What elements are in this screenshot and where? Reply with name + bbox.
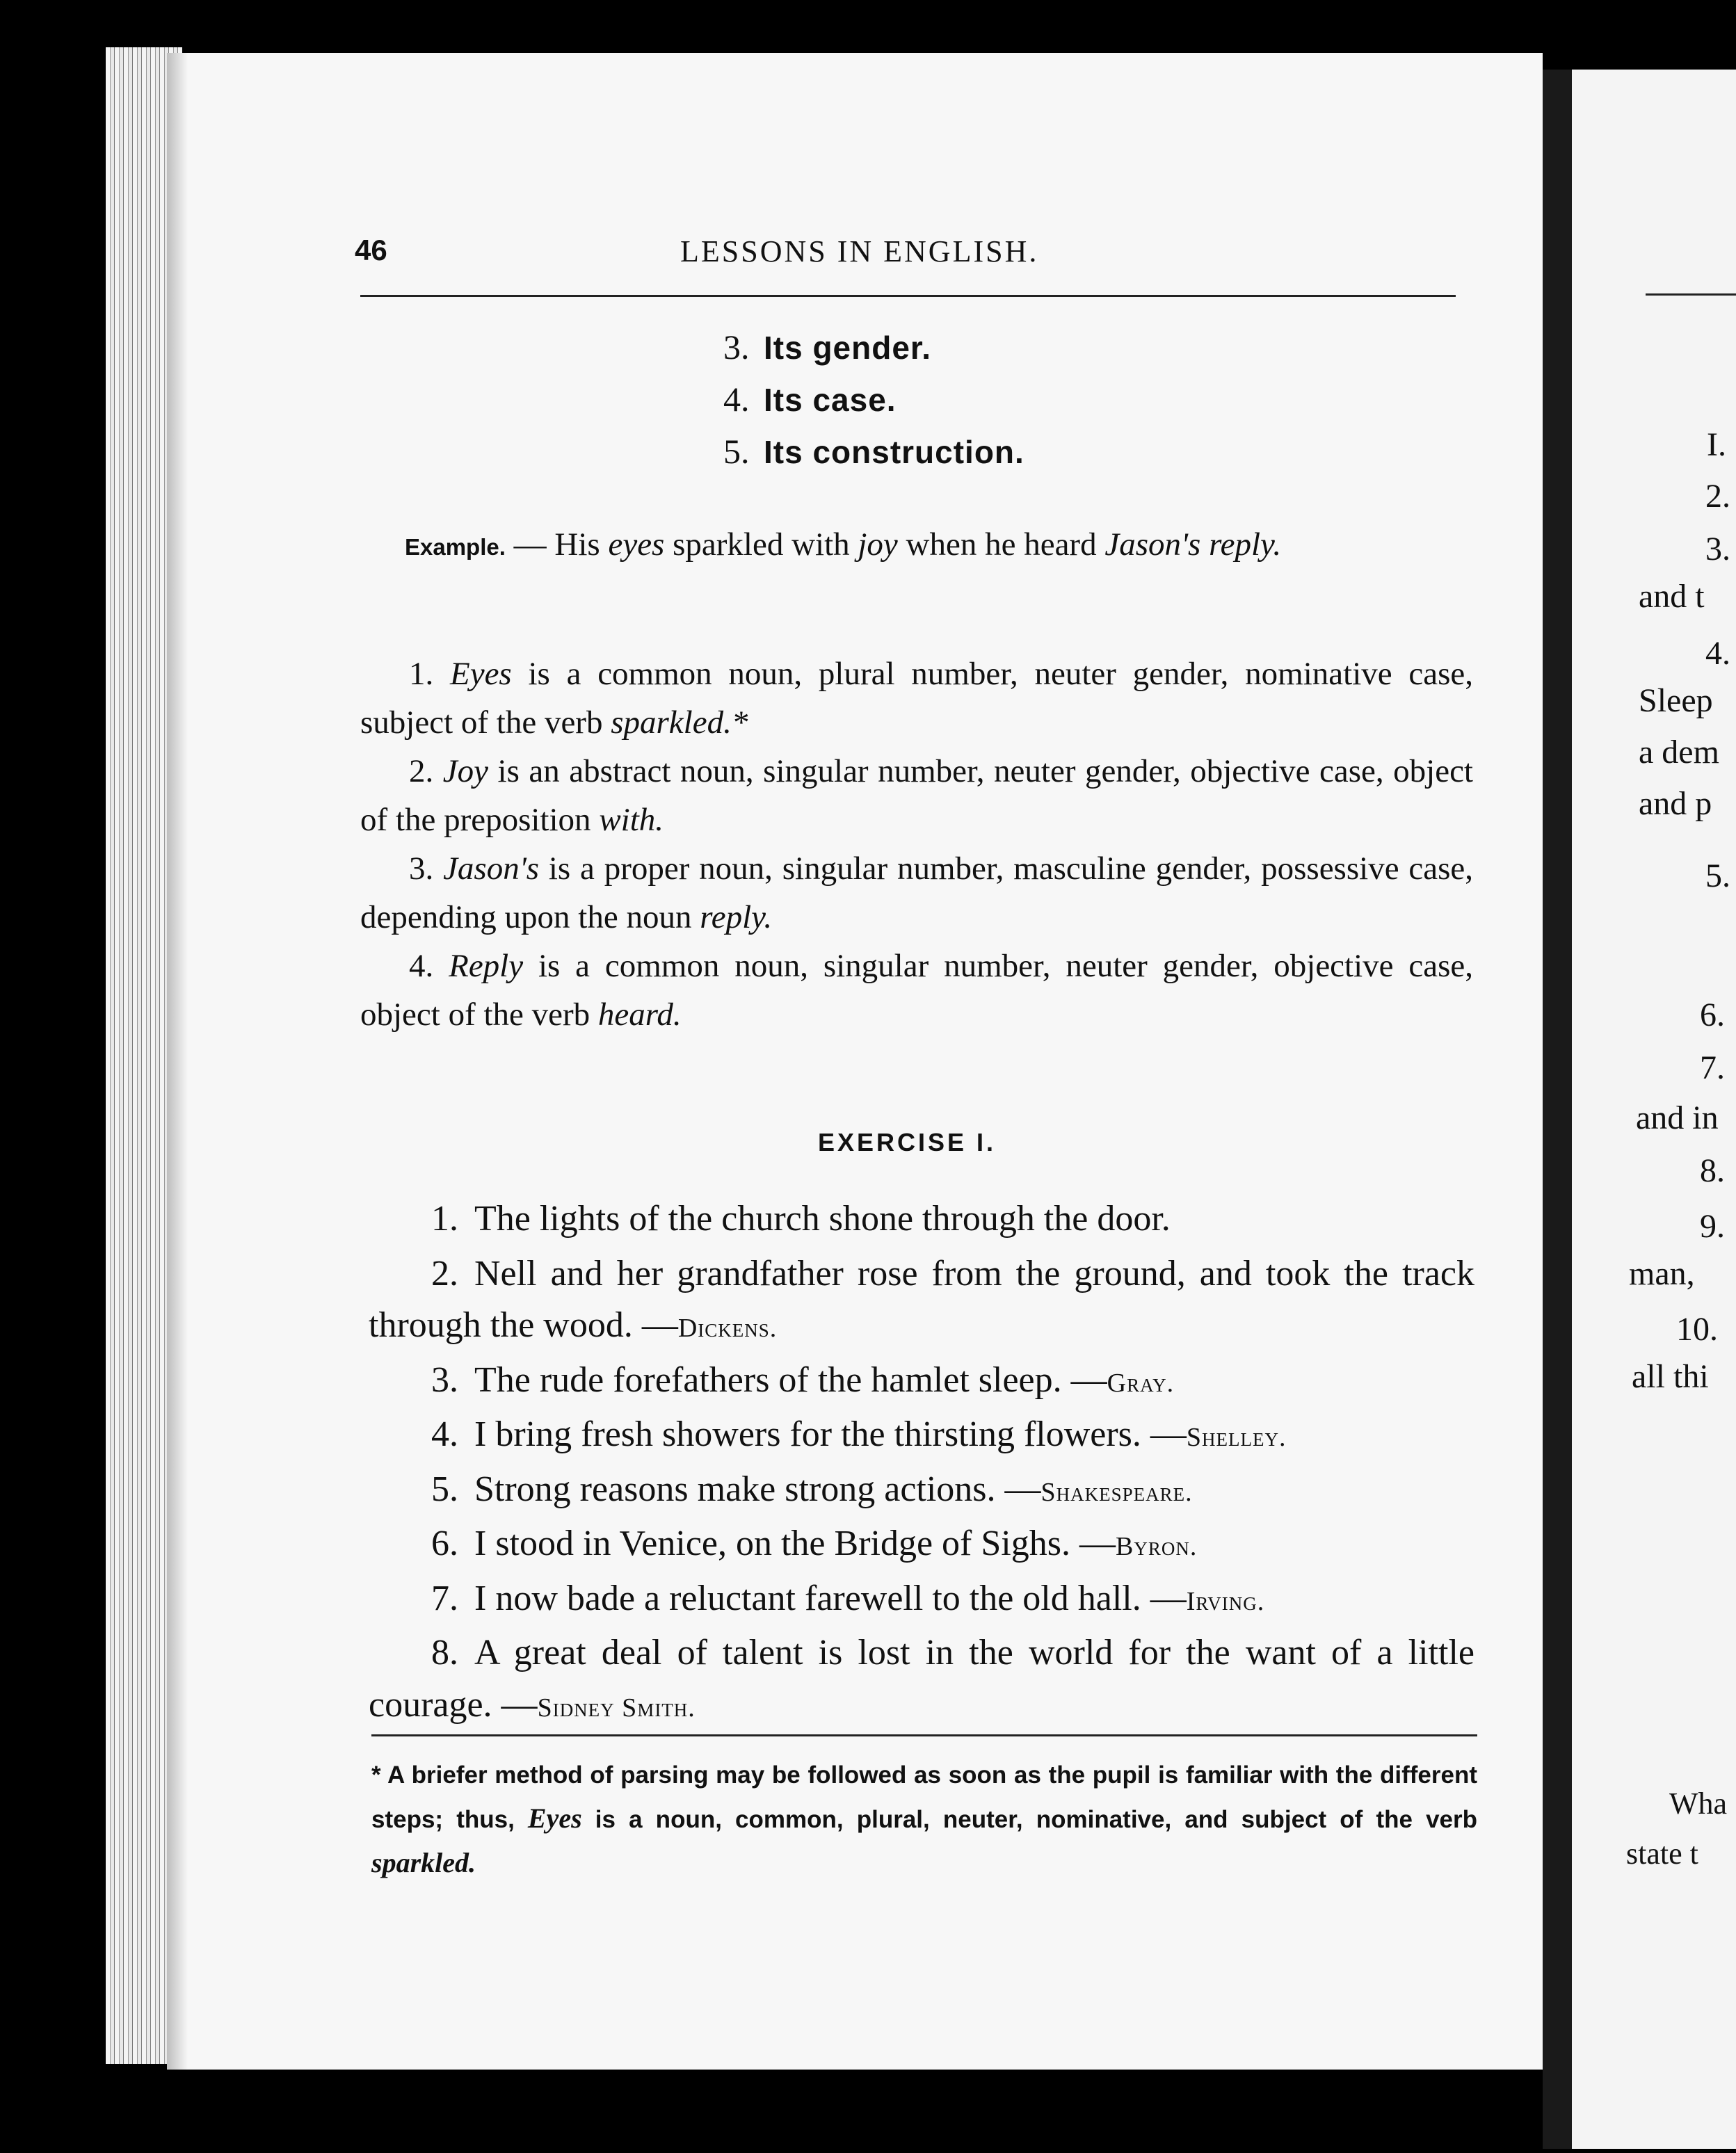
running-title: LESSONS IN ENGLISH. xyxy=(680,234,1039,268)
right-fragment: 10. xyxy=(1676,1311,1718,1348)
exercise-item: 4. I bring fresh showers for the thirsting flowers. —Shelley. xyxy=(431,1414,1287,1454)
exercise-item: 5. Strong reasons make strong actions. —Shakespeare. xyxy=(431,1469,1193,1509)
right-fragment: state t xyxy=(1626,1837,1698,1871)
step-item: 4. Its case. xyxy=(723,380,897,419)
right-fragment: 6. xyxy=(1700,997,1725,1033)
exercise-list xyxy=(369,1193,1474,1734)
footnote-rule xyxy=(371,1734,1477,1736)
right-fragment: 7. xyxy=(1700,1049,1725,1086)
parsing-item: 2. Joy is an abstract noun, singular number, neuter gender, objective case, object of the preposition with. xyxy=(360,753,1473,838)
right-fragment: Sleep xyxy=(1639,682,1713,719)
exercise-item: 3. The rude forefathers of the hamlet sleep. —Gray. xyxy=(431,1360,1175,1400)
parsing-item: 3. Jason's is a proper noun, singular number, masculine gender, possessive case, depending upon the noun reply. xyxy=(360,850,1473,935)
example-label: Example. xyxy=(405,534,506,560)
right-fragment: Wha xyxy=(1669,1787,1728,1821)
right-fragment: I. xyxy=(1707,426,1726,463)
right-fragment: 8. xyxy=(1700,1152,1725,1189)
right-fragment: 5. xyxy=(1705,857,1730,894)
right-fragment: and in xyxy=(1636,1099,1719,1136)
right-fragment: 4. xyxy=(1705,635,1730,672)
right-fragment: 3. xyxy=(1705,531,1730,567)
exercise-item: 1. The lights of the church shone through the door. xyxy=(431,1199,1171,1239)
right-fragment: a dem xyxy=(1639,734,1719,771)
parsing-list xyxy=(360,650,1473,1039)
right-fragment: and t xyxy=(1639,578,1705,615)
right-fragment: and p xyxy=(1639,785,1712,822)
example-sentence: Example. — His eyes sparkled with joy when he heard Jason's reply. xyxy=(405,526,1282,563)
book-spine xyxy=(1543,70,1572,2149)
right-fragment: 9. xyxy=(1700,1208,1725,1245)
exercise-heading: EXERCISE I. xyxy=(818,1128,997,1156)
header-rule xyxy=(360,295,1456,297)
right-page-rule xyxy=(1646,293,1736,296)
exercise-item: 8. A great deal of talent is lost in the world for the want of a little courage. —Sidney Smith. xyxy=(369,1633,1474,1725)
step-item: 5. Its construction. xyxy=(723,432,1024,471)
right-fragment: 2. xyxy=(1705,478,1730,515)
step-item: 3. Its gender. xyxy=(723,328,932,366)
page-header xyxy=(355,229,1468,278)
parsing-item: 1. Eyes is a common noun, plural number, neuter gender, nominative case, subject of the verb sparkled.* xyxy=(360,656,1473,741)
footnote: * A briefer method of parsing may be followed as soon as the pupil is familiar with the different steps; thus, Eyes is a noun, common, plural, neuter, nominative, and subject of the verb sparkled. xyxy=(371,1761,1477,1878)
exercise-item: 6. I stood in Venice, on the Bridge of Sighs. —Byron. xyxy=(431,1524,1198,1563)
exercise-item: 2. Nell and her grandfather rose from the ground, and took the track through the wood. —Dickens. xyxy=(369,1253,1474,1345)
page-number: 46 xyxy=(355,234,387,266)
right-fragment: all thi xyxy=(1632,1358,1709,1395)
parsing-item: 4. Reply is a common noun, singular number, neuter gender, objective case, object of the verb heard. xyxy=(360,948,1473,1033)
right-fragment: man, xyxy=(1629,1255,1695,1292)
parsing-steps xyxy=(723,321,1024,478)
exercise-item: 7. I now bade a reluctant farewell to the old hall. —Irving. xyxy=(431,1578,1265,1618)
